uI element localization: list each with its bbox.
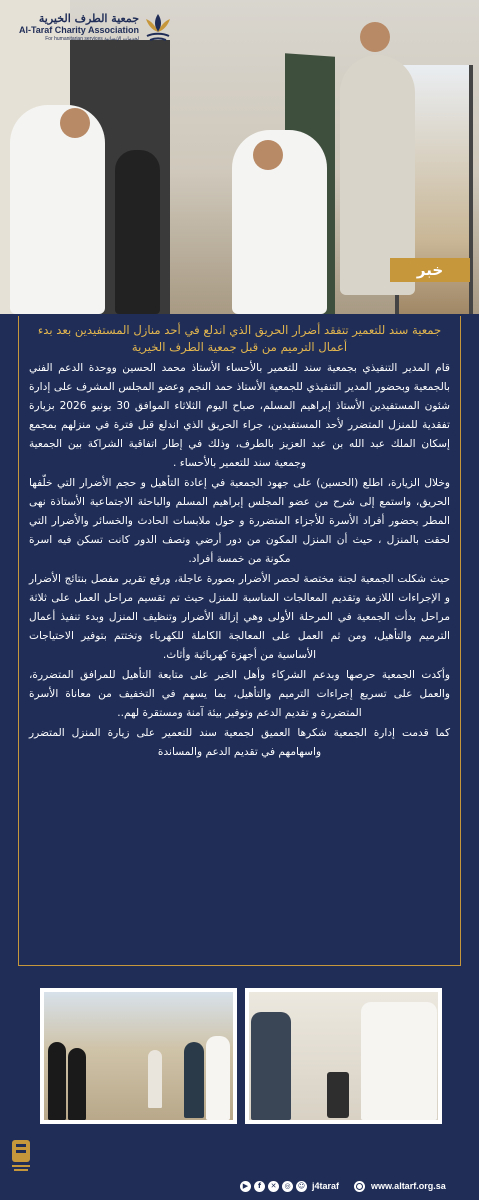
hero-person-background xyxy=(115,150,160,314)
hero-person-left xyxy=(10,105,105,314)
article-headline: جمعية سند للتعمير تتفقد أضرار الحريق الذي اندلع في أحد منازل المستفيدين بعد بدء أعمال الترميم من قبل جمعية الطرف الخيرية xyxy=(37,323,442,354)
article-paragraph-1: قام المدير التنفيذي بجمعية سند للتعمير بالأحساء الأستاذ محمد الحسين ووحدة الدعم الفني بالجمعية وبحضور المدير التنفيذي للجمعية الأستاذ حمد النجم وعضو المجلس المشرف على إدارة شئون المستفيدين الأستاذ إبراهيم المسلم، صباح اليوم الثلاثاء الموافق 30 يونيو 2026 بزيارة تفقدية للمنزل المتضرر لأحد المستفيدين، جراء الحريق الذي اندلع قبل فترة في منزلهم بمجمع إسكان الملك عبد الله بن عبد العزيز بالطرف، وذلك في إطار اتفاقية الشراكة بين الجمعية وجمعية سند للتعمير بالأحساء . xyxy=(29,362,450,469)
photo-figure xyxy=(251,1012,291,1120)
social-handle[interactable]: j4taraf xyxy=(312,1181,340,1191)
logo-text xyxy=(19,12,139,43)
hero-head-center xyxy=(253,140,283,170)
x-icon[interactable]: ✕ xyxy=(268,1181,279,1192)
website-link[interactable]: www.altarf.org.sa xyxy=(371,1181,446,1191)
article-paragraph-4: وأكدت الجمعية حرصها وبدعم الشركاء وأهل الخير على متابعة التأهيل للمرافق المتضررة، والعمل على تسريع إجراءات الترميم والتأهيل، بما يسهم في التخفيف من معاناة الأسرة المتضررة و تقديم الدعم وتوفير بيئة آمنة ومستقرة لهم.. xyxy=(29,669,450,719)
news-badge: خبر xyxy=(390,258,470,282)
article-frame xyxy=(18,316,461,966)
article-paragraph-5: كما قدمت إدارة الجمعية شكرها العميق لجمعية سند للتعمير على زيارة المنزل المتضرر واسهامهم في تقديم الدعم والمساندة xyxy=(29,727,450,758)
globe-icon xyxy=(354,1181,365,1192)
photo-figure xyxy=(184,1042,204,1118)
photo-figure xyxy=(361,1002,437,1120)
article-paragraph-2: وخلال الزيارة، اطلع (الحسين) على جهود الجمعية في إعادة التأهيل و حجم الأضرار التي خلّفها الحريق، واستمع إلى شرح من عضو المجلس إبراهيم المسلم والباحثة الاجتماعية الأستاذة نهى المطر بحضور أفراد الأسرة للأجزاء المتضررة و حول ملابسات الحادث والخسائر والأضرار التي لحقت بالمنزل ، حيث أن المنزل المكون من دور أرضي ونصف الدور كانت تسكن فيه اسرة مكونة من خمسة أفراد. xyxy=(29,477,450,565)
logo-name-ar: جمعية الطرف الخيرية xyxy=(38,11,139,25)
hero-head-left xyxy=(60,108,90,138)
photo-figure xyxy=(68,1048,86,1120)
association-logo xyxy=(8,4,173,50)
photo-figure xyxy=(148,1050,162,1108)
article-paragraph-3: حيث شكلت الجمعية لجنة مختصة لحصر الأضرار بصورة عاجلة، ورفع تقرير مفصل بنتائج الأضرار و الإجراءات اللازمة وتقديم المعالجات المناسبة للمنزل حيث تم تقسيم مراحل العمل على ثلاثة مراحل بدأت الجمعية في المرحلة الأولى وهي إزالة الأضرار وتنظيف المنزل وبدء تنفيذ أعمال الترميم والتأهيل، ومن ثم العمل على المعالجة الكاملة للكهرباء وتختتم بتوفير الاحتياجات الأساسية من أجهزة كهربائية وأثاث. xyxy=(29,573,450,661)
footer-contact-bar xyxy=(240,1178,446,1194)
hero-head-ladder xyxy=(360,22,390,52)
instagram-icon[interactable]: ◎ xyxy=(282,1181,293,1192)
lotus-logo-icon xyxy=(143,10,173,44)
article-body xyxy=(29,359,450,762)
photo-figure xyxy=(206,1036,230,1120)
photo-visit-outdoor xyxy=(40,988,237,1124)
logo-tagline: For humanitarian services لخدمات الإنسانية xyxy=(45,35,139,42)
logo-name-en: Al-Taraf Charity Association xyxy=(18,24,139,35)
photo-visit-indoor xyxy=(245,988,442,1124)
facebook-icon[interactable]: f xyxy=(254,1181,265,1192)
footer-logo-icon xyxy=(10,1138,32,1174)
youtube-icon[interactable]: ▶ xyxy=(240,1181,251,1192)
snapchat-icon[interactable]: ☺ xyxy=(297,1182,306,1190)
photo-bucket xyxy=(327,1072,349,1118)
photo-figure xyxy=(48,1042,66,1120)
